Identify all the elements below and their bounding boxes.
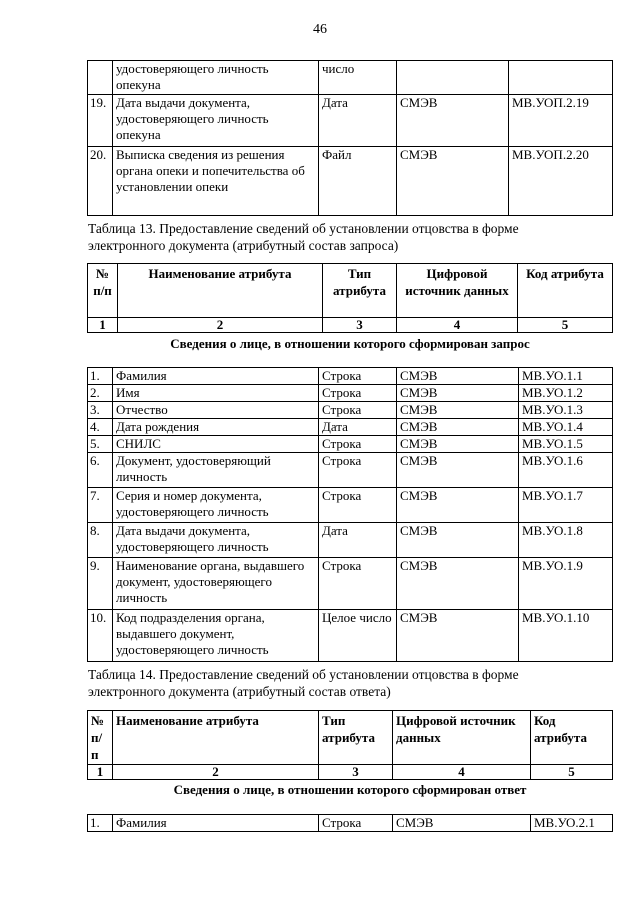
index-cell: 2 <box>118 318 323 333</box>
row-num: 1. <box>88 815 113 832</box>
attr-name: Имя <box>113 385 319 402</box>
attr-code: МВ.УО.1.9 <box>519 558 613 610</box>
attr-code: МВ.УО.1.4 <box>519 419 613 436</box>
attr-code: МВ.УО.1.7 <box>519 488 613 523</box>
index-cell: 5 <box>518 318 613 333</box>
table-row <box>88 61 613 95</box>
attr-source: СМЭВ <box>397 436 519 453</box>
index-row <box>88 318 613 333</box>
table-row <box>88 385 613 402</box>
header-source: Цифровой источник данных <box>393 711 531 765</box>
page-number: 46 <box>313 22 327 37</box>
attr-source: СМЭВ <box>397 147 509 216</box>
table-14-body <box>87 814 613 832</box>
table-13-body <box>87 367 613 662</box>
attr-name: Серия и номер документа, удостоверяющего личность <box>113 488 319 523</box>
attr-code: МВ.УО.1.10 <box>519 610 613 662</box>
header-source: Цифровой источник данных <box>397 264 518 318</box>
attr-name: Дата выдачи документа, удостоверяющего личность <box>113 523 319 558</box>
table-row <box>88 402 613 419</box>
attr-type: Дата <box>319 523 397 558</box>
row-num: 10. <box>88 610 113 662</box>
attr-type: Дата <box>319 95 397 147</box>
row-num: 1. <box>88 368 113 385</box>
attr-code: МВ.УОП.2.20 <box>509 147 613 216</box>
attr-type: Файл <box>319 147 397 216</box>
attr-code: МВ.УО.1.5 <box>519 436 613 453</box>
index-row <box>88 765 613 780</box>
header-type: Тип атрибута <box>319 711 393 765</box>
header-row <box>88 264 613 318</box>
table-14-section-title: Сведения о лице, в отношении которого сформирован ответ <box>173 782 527 797</box>
table-prev <box>87 60 613 216</box>
header-num: № п/п <box>88 711 113 765</box>
attr-source <box>397 61 509 95</box>
index-cell: 3 <box>319 765 393 780</box>
row-num: 2. <box>88 385 113 402</box>
attr-code <box>509 61 613 95</box>
attr-type: Строка <box>319 402 397 419</box>
row-num: 4. <box>88 419 113 436</box>
attr-name: Дата выдачи документа, удостоверяющего личность опекуна <box>113 95 319 147</box>
table-row <box>88 436 613 453</box>
row-num: 3. <box>88 402 113 419</box>
attr-code: МВ.УО.2.1 <box>531 815 613 832</box>
table-row <box>88 558 613 610</box>
attr-name: Код подразделения органа, выдавшего документ, удостоверяющего личность <box>113 610 319 662</box>
index-cell: 3 <box>323 318 397 333</box>
attr-type: число <box>319 61 397 95</box>
table-14-header <box>87 710 613 780</box>
index-cell: 1 <box>88 318 118 333</box>
index-cell: 1 <box>88 765 113 780</box>
index-cell: 2 <box>113 765 319 780</box>
attr-type: Строка <box>319 815 393 832</box>
attr-code: МВ.УО.1.2 <box>519 385 613 402</box>
table-13-section-title: Сведения о лице, в отношении которого сформирован запрос <box>170 336 530 351</box>
attr-code: МВ.УО.1.3 <box>519 402 613 419</box>
table-row <box>88 419 613 436</box>
row-num: 8. <box>88 523 113 558</box>
attr-type: Строка <box>319 385 397 402</box>
attr-type: Строка <box>319 453 397 488</box>
attr-source: СМЭВ <box>397 558 519 610</box>
attr-type: Дата <box>319 419 397 436</box>
row-num: 5. <box>88 436 113 453</box>
attr-type: Целое число <box>319 610 397 662</box>
attr-name: Фамилия <box>113 815 319 832</box>
attr-type: Строка <box>319 436 397 453</box>
index-cell: 5 <box>531 765 613 780</box>
attr-source: СМЭВ <box>397 488 519 523</box>
attr-source: СМЭВ <box>397 453 519 488</box>
table-row <box>88 610 613 662</box>
attr-code: МВ.УО.1.1 <box>519 368 613 385</box>
index-cell: 4 <box>393 765 531 780</box>
attr-source: СМЭВ <box>397 368 519 385</box>
header-name: Наименование атрибута <box>113 711 319 765</box>
row-num: 19. <box>88 95 113 147</box>
attr-source: СМЭВ <box>397 610 519 662</box>
attr-type: Строка <box>319 368 397 385</box>
attr-type: Строка <box>319 488 397 523</box>
header-num: № п/п <box>88 264 118 318</box>
table-13-caption: Таблица 13. Предоставление сведений об установлении отцовства в форме электронного документа (атрибутный состав запроса) <box>88 221 519 253</box>
attr-name: Выписка сведения из решения органа опеки и попечительства об установлении опеки <box>113 147 319 216</box>
attr-type: Строка <box>319 558 397 610</box>
attr-name: Отчество <box>113 402 319 419</box>
table-row <box>88 488 613 523</box>
attr-source: СМЭВ <box>397 95 509 147</box>
table-row <box>88 815 613 832</box>
attr-name: Документ, удостоверяющий личность <box>113 453 319 488</box>
row-num: 9. <box>88 558 113 610</box>
header-row <box>88 711 613 765</box>
attr-source: СМЭВ <box>397 402 519 419</box>
attr-name: Фамилия <box>113 368 319 385</box>
row-num: 6. <box>88 453 113 488</box>
attr-source: СМЭВ <box>397 385 519 402</box>
attr-name: Дата рождения <box>113 419 319 436</box>
header-code: Код атрибута <box>531 711 613 765</box>
attr-code: МВ.УО.1.8 <box>519 523 613 558</box>
table-row <box>88 523 613 558</box>
index-cell: 4 <box>397 318 518 333</box>
row-num: 20. <box>88 147 113 216</box>
header-type: Тип атрибута <box>323 264 397 318</box>
attr-name: СНИЛС <box>113 436 319 453</box>
header-name: Наименование атрибута <box>118 264 323 318</box>
table-row <box>88 453 613 488</box>
row-num: 7. <box>88 488 113 523</box>
row-num <box>88 61 113 95</box>
table-14-caption: Таблица 14. Предоставление сведений об установлении отцовства в форме электронного документа (атрибутный состав ответа) <box>88 667 519 699</box>
attr-code: МВ.УО.1.6 <box>519 453 613 488</box>
table-row <box>88 95 613 147</box>
attr-name: удостоверяющего личность опекуна <box>113 61 319 95</box>
attr-name: Наименование органа, выдавшего документ, удостоверяющего личность <box>113 558 319 610</box>
attr-source: СМЭВ <box>393 815 531 832</box>
table-row <box>88 368 613 385</box>
attr-source: СМЭВ <box>397 419 519 436</box>
table-13-header <box>87 263 613 333</box>
attr-code: МВ.УОП.2.19 <box>509 95 613 147</box>
table-row <box>88 147 613 216</box>
attr-source: СМЭВ <box>397 523 519 558</box>
header-code: Код атрибута <box>518 264 613 318</box>
